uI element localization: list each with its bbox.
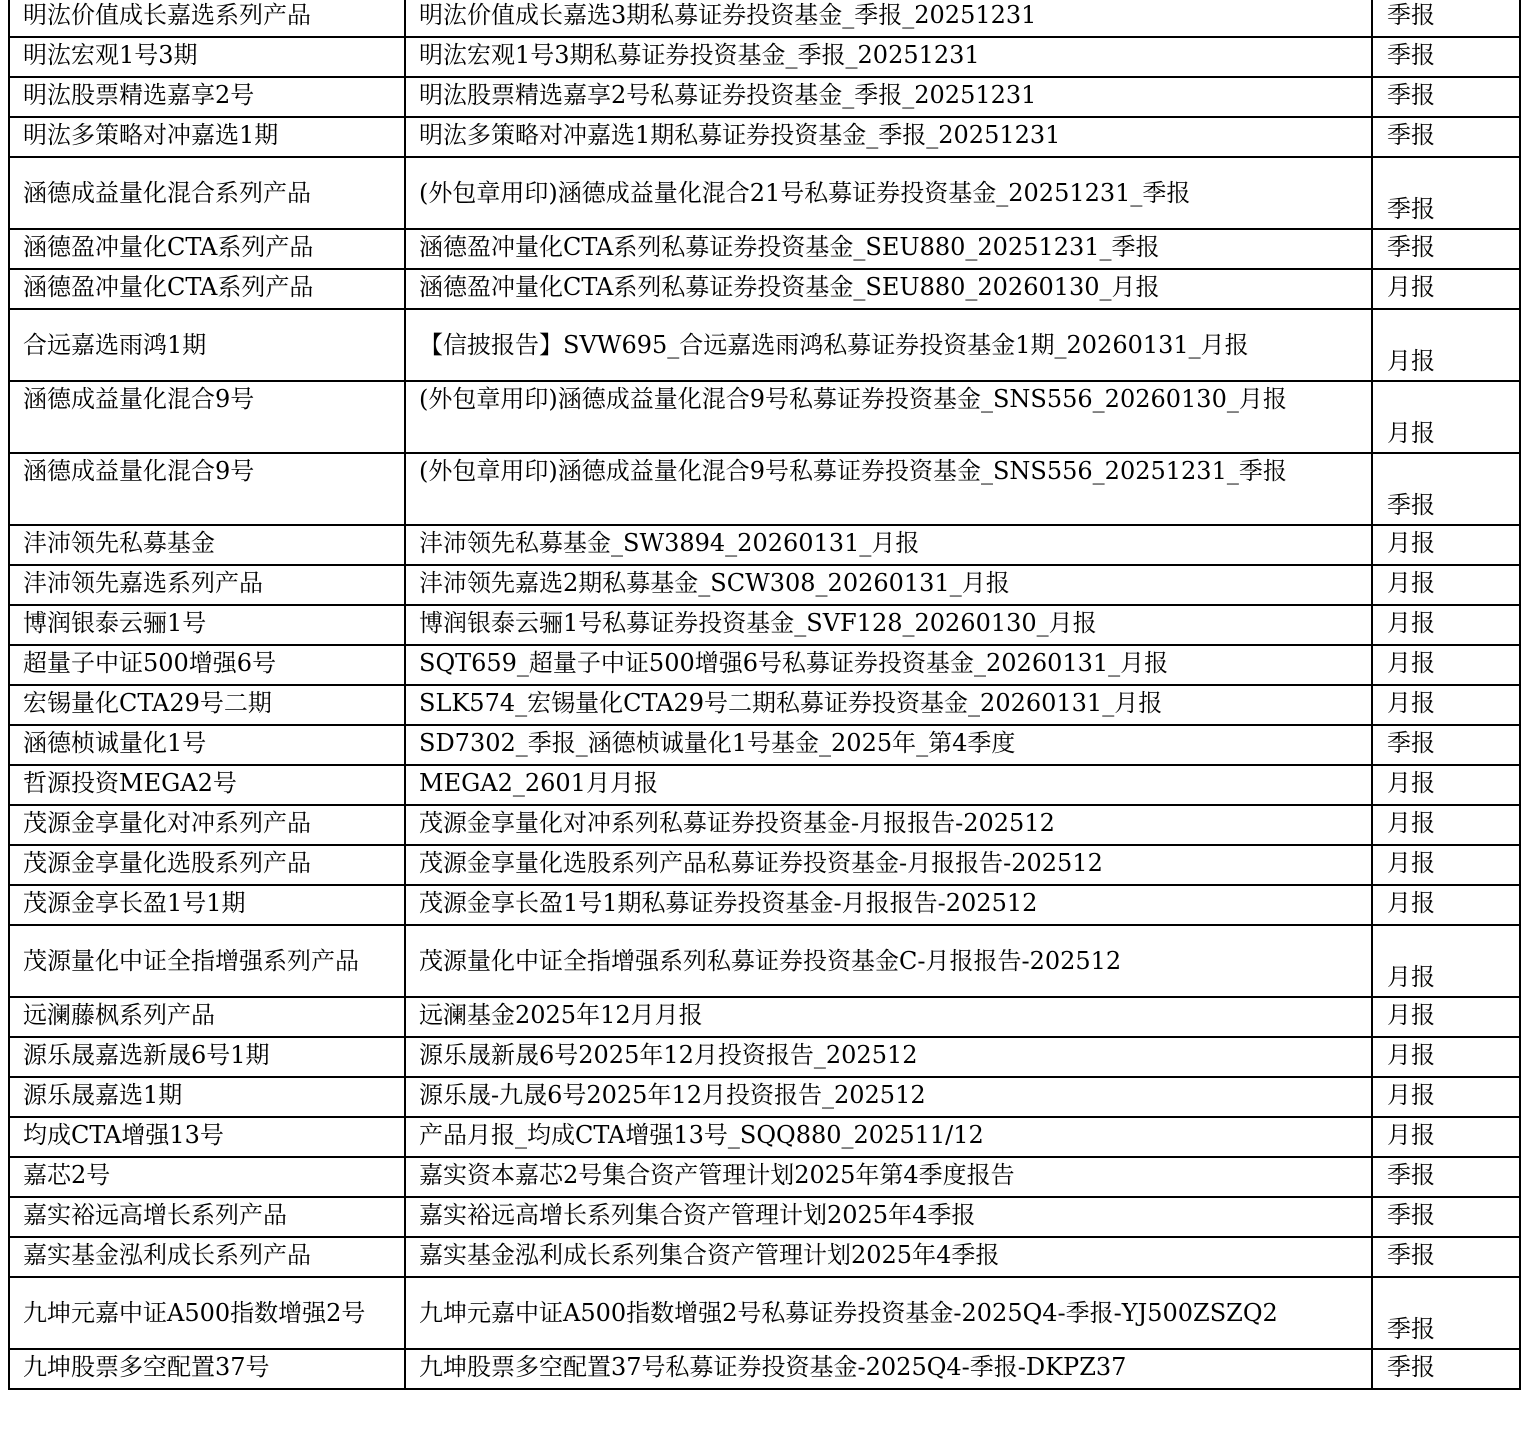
report-name-cell: 茂源量化中证全指增强系列私募证券投资基金C-月报报告-202512 <box>405 925 1372 997</box>
product-name-cell: 涵德盈冲量化CTA系列产品 <box>9 229 405 269</box>
report-type-cell: 季报 <box>1372 229 1520 269</box>
product-name-cell: 嘉实基金泓利成长系列产品 <box>9 1237 405 1277</box>
product-name-cell: 合远嘉选雨鸿1期 <box>9 309 405 381</box>
product-name-cell: 博润银泰云骊1号 <box>9 605 405 645</box>
table-row <box>9 685 1520 725</box>
report-type-cell: 季报 <box>1372 725 1520 765</box>
report-type-cell: 季报 <box>1372 77 1520 117</box>
report-name-cell: 茂源金享量化选股系列产品私募证券投资基金-月报报告-202512 <box>405 845 1372 885</box>
report-name-cell: 茂源金享量化对冲系列私募证券投资基金-月报报告-202512 <box>405 805 1372 845</box>
report-type-cell: 月报 <box>1372 269 1520 309</box>
report-name-cell: 源乐晟-九晟6号2025年12月投资报告_202512 <box>405 1077 1372 1117</box>
table-row <box>9 805 1520 845</box>
report-type-cell: 月报 <box>1372 645 1520 685</box>
report-type-cell: 季报 <box>1372 37 1520 77</box>
report-type-cell: 月报 <box>1372 1077 1520 1117</box>
report-type-cell: 月报 <box>1372 309 1520 381</box>
report-type-cell: 月报 <box>1372 605 1520 645</box>
product-name-cell: 涵德桢诚量化1号 <box>9 725 405 765</box>
product-name-cell: 茂源金享量化对冲系列产品 <box>9 805 405 845</box>
table-row <box>9 0 1520 37</box>
report-type-cell: 季报 <box>1372 0 1520 37</box>
product-name-cell: 沣沛领先嘉选系列产品 <box>9 565 405 605</box>
table-row <box>9 269 1520 309</box>
table-row <box>9 1349 1520 1389</box>
report-name-cell: 嘉实基金泓利成长系列集合资产管理计划2025年4季报 <box>405 1237 1372 1277</box>
report-name-cell: 明汯价值成长嘉选3期私募证券投资基金_季报_20251231 <box>405 0 1372 37</box>
report-type-cell: 月报 <box>1372 525 1520 565</box>
table-row <box>9 845 1520 885</box>
report-table-body <box>9 0 1520 1389</box>
report-name-cell: 嘉实资本嘉芯2号集合资产管理计划2025年第4季度报告 <box>405 1157 1372 1197</box>
report-type-cell: 月报 <box>1372 1037 1520 1077</box>
report-name-cell: 九坤元嘉中证A500指数增强2号私募证券投资基金-2025Q4-季报-YJ500ZSZQ2 <box>405 1277 1372 1349</box>
table-row <box>9 1237 1520 1277</box>
report-name-cell: 涵德盈冲量化CTA系列私募证券投资基金_SEU880_20251231_季报 <box>405 229 1372 269</box>
report-name-cell: SQT659_超量子中证500增强6号私募证券投资基金_20260131_月报 <box>405 645 1372 685</box>
product-name-cell: 超量子中证500增强6号 <box>9 645 405 685</box>
report-type-cell: 月报 <box>1372 997 1520 1037</box>
report-name-cell: 茂源金享长盈1号1期私募证券投资基金-月报报告-202512 <box>405 885 1372 925</box>
table-row <box>9 525 1520 565</box>
product-name-cell: 源乐晟嘉选1期 <box>9 1077 405 1117</box>
report-name-cell: 涵德盈冲量化CTA系列私募证券投资基金_SEU880_20260130_月报 <box>405 269 1372 309</box>
table-row <box>9 645 1520 685</box>
product-name-cell: 涵德盈冲量化CTA系列产品 <box>9 269 405 309</box>
report-type-cell: 月报 <box>1372 685 1520 725</box>
report-name-cell: SD7302_季报_涵德桢诚量化1号基金_2025年_第4季度 <box>405 725 1372 765</box>
product-name-cell: 哲源投资MEGA2号 <box>9 765 405 805</box>
report-name-cell: SLK574_宏锡量化CTA29号二期私募证券投资基金_20260131_月报 <box>405 685 1372 725</box>
report-name-cell: 沣沛领先嘉选2期私募基金_SCW308_20260131_月报 <box>405 565 1372 605</box>
table-row <box>9 1157 1520 1197</box>
table-row <box>9 1277 1520 1349</box>
table-row <box>9 1037 1520 1077</box>
table-row <box>9 37 1520 77</box>
report-name-cell: 博润银泰云骊1号私募证券投资基金_SVF128_20260130_月报 <box>405 605 1372 645</box>
report-type-cell: 月报 <box>1372 885 1520 925</box>
report-name-cell: MEGA2_2601月月报 <box>405 765 1372 805</box>
product-name-cell: 涵德成益量化混合9号 <box>9 453 405 525</box>
product-name-cell: 沣沛领先私募基金 <box>9 525 405 565</box>
product-name-cell: 明汯股票精选嘉享2号 <box>9 77 405 117</box>
report-name-cell: (外包章用印)涵德成益量化混合9号私募证券投资基金_SNS556_20251231_季报 <box>405 453 1372 525</box>
report-name-cell: 【信披报告】SVW695_合远嘉选雨鸿私募证券投资基金1期_20260131_月报 <box>405 309 1372 381</box>
report-name-cell: 明汯股票精选嘉享2号私募证券投资基金_季报_20251231 <box>405 77 1372 117</box>
product-name-cell: 明汯价值成长嘉选系列产品 <box>9 0 405 37</box>
table-row <box>9 997 1520 1037</box>
report-type-cell: 季报 <box>1372 1157 1520 1197</box>
report-name-cell: 沣沛领先私募基金_SW3894_20260131_月报 <box>405 525 1372 565</box>
report-type-cell: 季报 <box>1372 453 1520 525</box>
report-type-cell: 季报 <box>1372 1197 1520 1237</box>
report-name-cell: 明汯宏观1号3期私募证券投资基金_季报_20251231 <box>405 37 1372 77</box>
product-name-cell: 嘉实裕远高增长系列产品 <box>9 1197 405 1237</box>
table-row <box>9 605 1520 645</box>
report-type-cell: 月报 <box>1372 565 1520 605</box>
product-name-cell: 均成CTA增强13号 <box>9 1117 405 1157</box>
product-name-cell: 涵德成益量化混合系列产品 <box>9 157 405 229</box>
table-row <box>9 765 1520 805</box>
report-type-cell: 月报 <box>1372 381 1520 453</box>
product-name-cell: 远澜藤枫系列产品 <box>9 997 405 1037</box>
report-type-cell: 季报 <box>1372 117 1520 157</box>
table-row <box>9 453 1520 525</box>
table-row <box>9 725 1520 765</box>
report-type-cell: 季报 <box>1372 1237 1520 1277</box>
product-name-cell: 源乐晟嘉选新晟6号1期 <box>9 1037 405 1077</box>
report-type-cell: 月报 <box>1372 925 1520 997</box>
product-name-cell: 茂源金享量化选股系列产品 <box>9 845 405 885</box>
product-name-cell: 嘉芯2号 <box>9 1157 405 1197</box>
table-row <box>9 1197 1520 1237</box>
table-row <box>9 381 1520 453</box>
report-table <box>8 0 1521 1390</box>
report-type-cell: 月报 <box>1372 765 1520 805</box>
table-row <box>9 157 1520 229</box>
report-type-cell: 季报 <box>1372 1277 1520 1349</box>
report-type-cell: 季报 <box>1372 1349 1520 1389</box>
table-row <box>9 229 1520 269</box>
report-name-cell: 远澜基金2025年12月月报 <box>405 997 1372 1037</box>
report-name-cell: 九坤股票多空配置37号私募证券投资基金-2025Q4-季报-DKPZ37 <box>405 1349 1372 1389</box>
product-name-cell: 涵德成益量化混合9号 <box>9 381 405 453</box>
report-type-cell: 月报 <box>1372 1117 1520 1157</box>
product-name-cell: 茂源金享长盈1号1期 <box>9 885 405 925</box>
product-name-cell: 茂源量化中证全指增强系列产品 <box>9 925 405 997</box>
product-name-cell: 宏锡量化CTA29号二期 <box>9 685 405 725</box>
table-row <box>9 1117 1520 1157</box>
report-name-cell: 嘉实裕远高增长系列集合资产管理计划2025年4季报 <box>405 1197 1372 1237</box>
table-row <box>9 885 1520 925</box>
table-row <box>9 1077 1520 1117</box>
report-name-cell: 明汯多策略对冲嘉选1期私募证券投资基金_季报_20251231 <box>405 117 1372 157</box>
report-name-cell: 产品月报_均成CTA增强13号_SQQ880_202511/12 <box>405 1117 1372 1157</box>
table-row <box>9 925 1520 997</box>
product-name-cell: 九坤元嘉中证A500指数增强2号 <box>9 1277 405 1349</box>
report-name-cell: 源乐晟新晟6号2025年12月投资报告_202512 <box>405 1037 1372 1077</box>
table-row <box>9 565 1520 605</box>
table-row <box>9 309 1520 381</box>
table-row <box>9 117 1520 157</box>
product-name-cell: 九坤股票多空配置37号 <box>9 1349 405 1389</box>
report-type-cell: 季报 <box>1372 157 1520 229</box>
report-type-cell: 月报 <box>1372 805 1520 845</box>
product-name-cell: 明汯多策略对冲嘉选1期 <box>9 117 405 157</box>
report-name-cell: (外包章用印)涵德成益量化混合9号私募证券投资基金_SNS556_20260130_月报 <box>405 381 1372 453</box>
table-row <box>9 77 1520 117</box>
report-type-cell: 月报 <box>1372 845 1520 885</box>
report-name-cell: (外包章用印)涵德成益量化混合21号私募证券投资基金_20251231_季报 <box>405 157 1372 229</box>
product-name-cell: 明汯宏观1号3期 <box>9 37 405 77</box>
